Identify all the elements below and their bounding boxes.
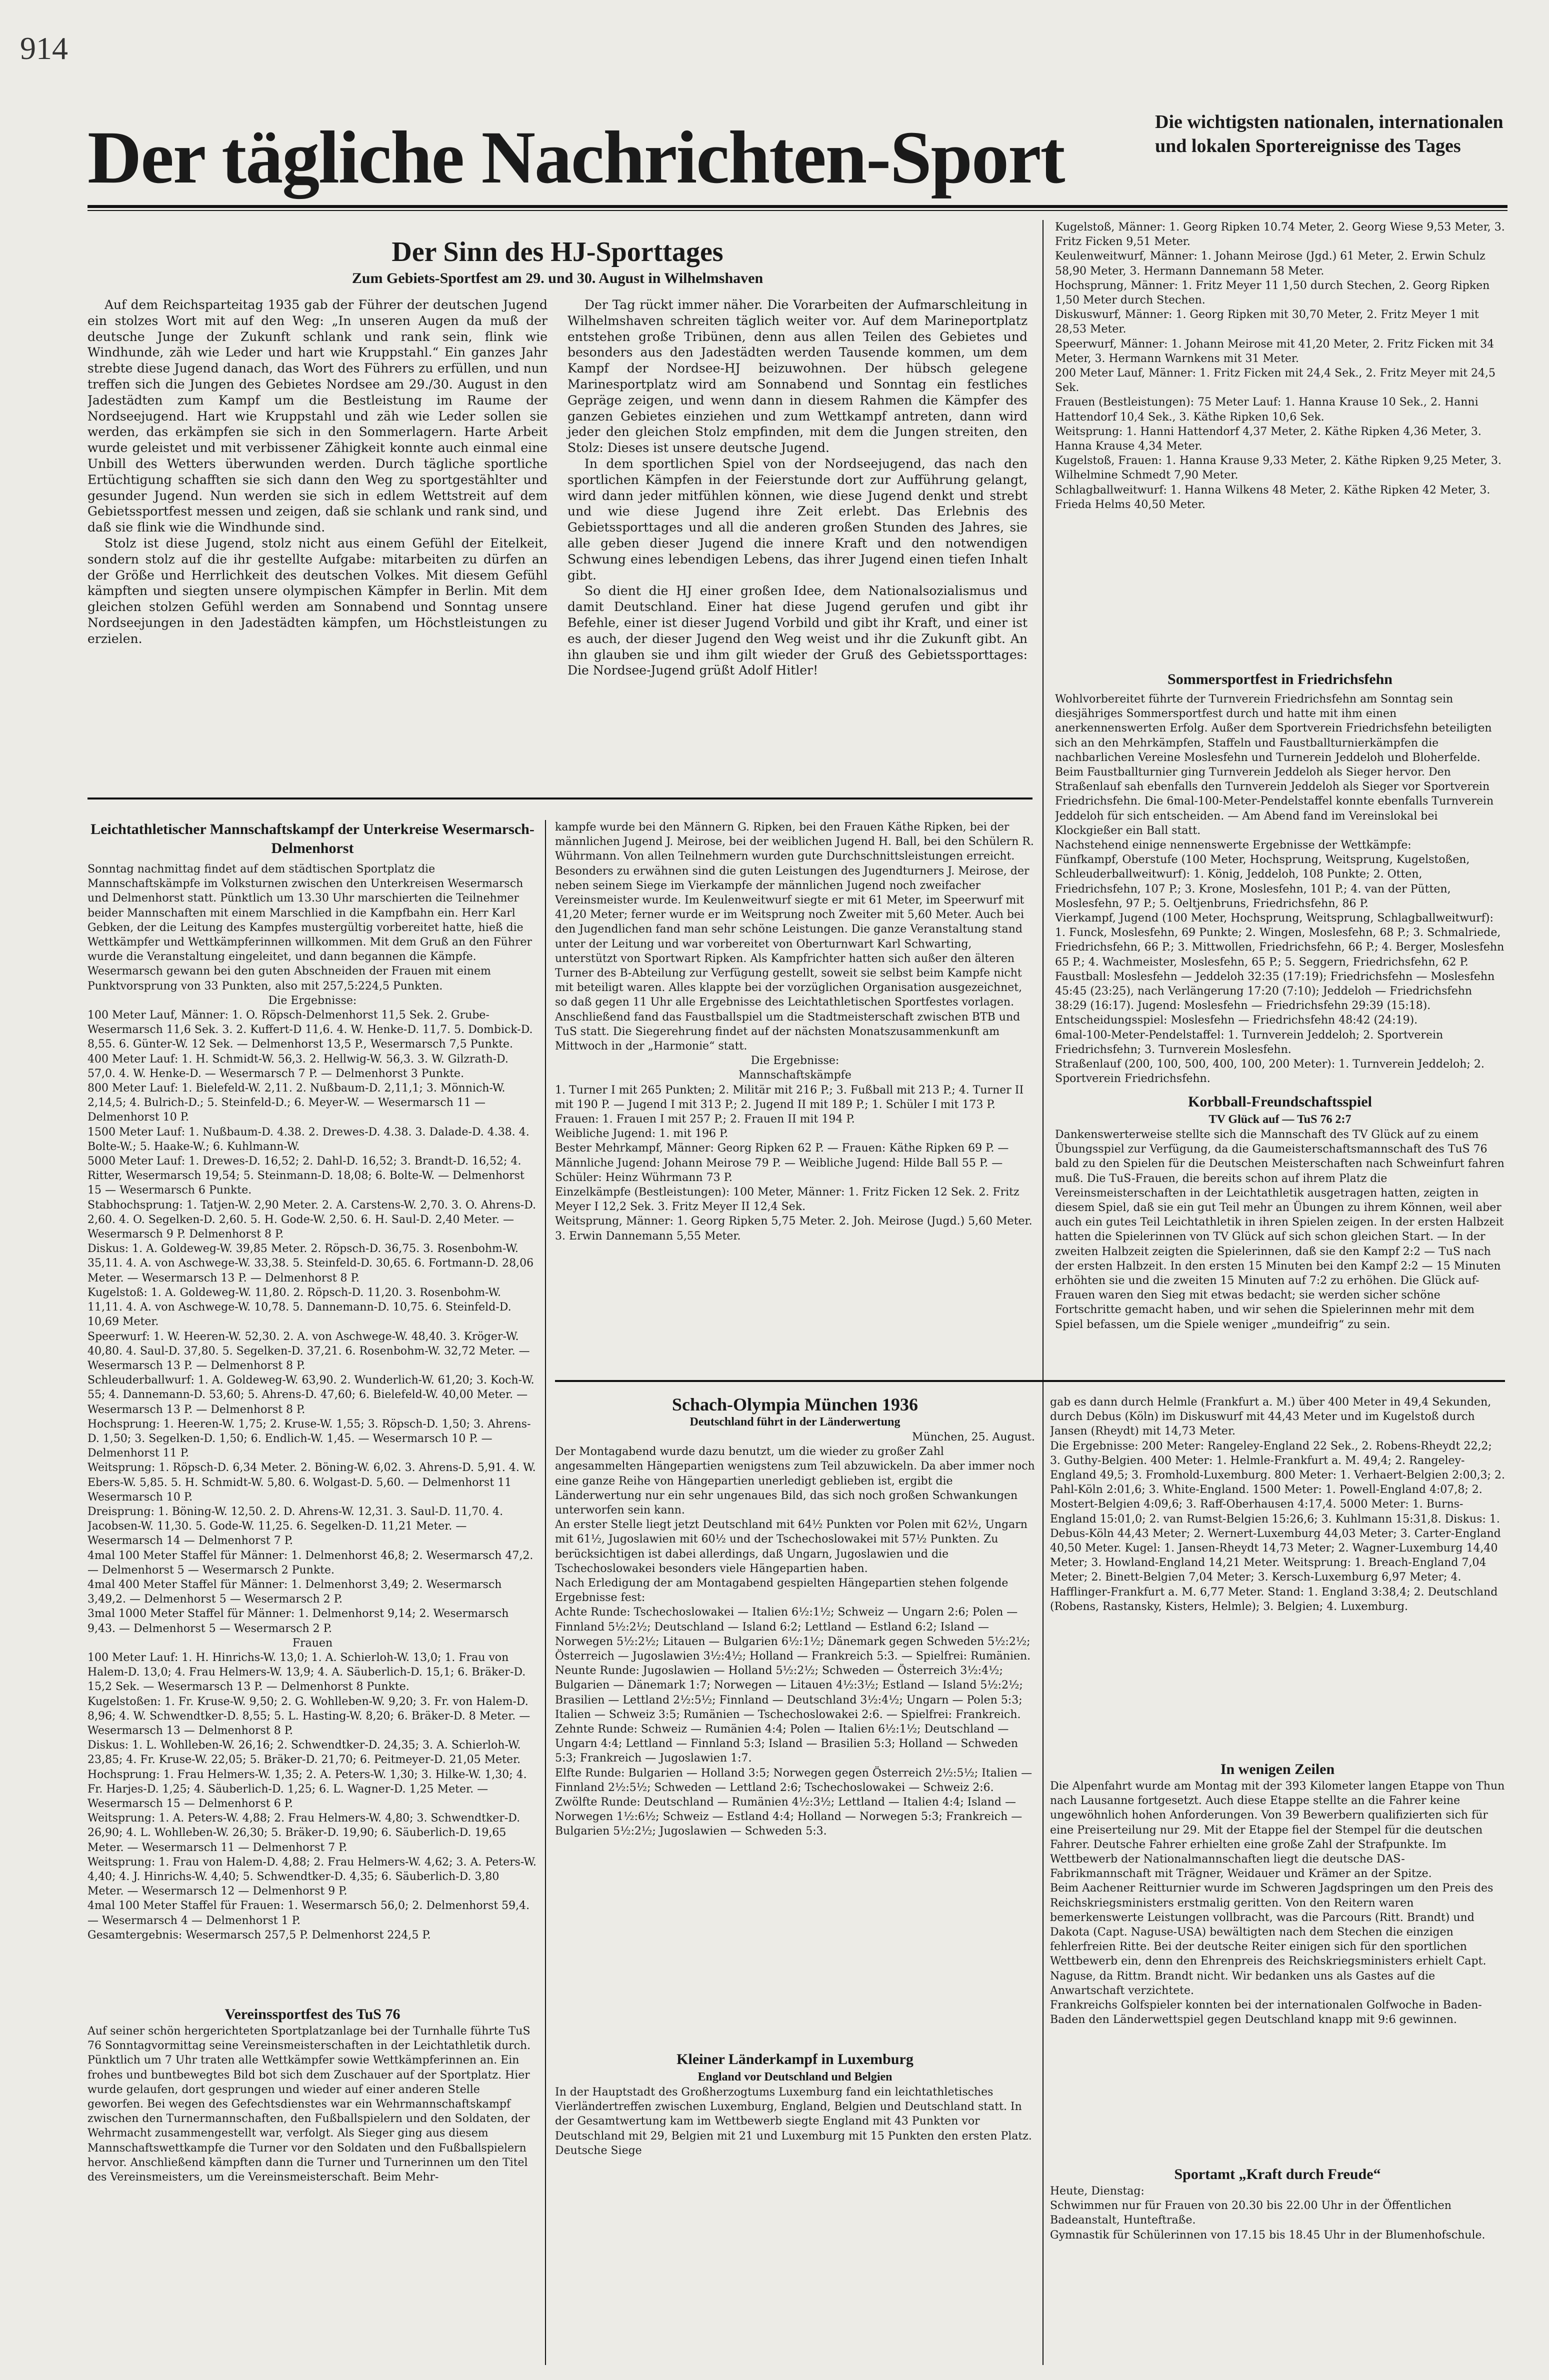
- section-divider: [555, 1380, 1505, 1382]
- column-divider: [1042, 220, 1044, 2365]
- paragraph: Kugelstoß: 1. A. Goldeweg-W. 11,80. 2. Röpsch-D. 11,20. 3. Rosenbohm-W. 11,11. 4. A. von Aschwege-W. 10,78. 5. Dannemann-D. 10,75. 6. Steinfeld-D. 10,69 Meter.: [88, 1286, 512, 1328]
- paragraph: Elfte Runde: Bulgarien — Holland 3:5; Norwegen gegen Österreich 2½:5½; Italien — Finnland 2½:5½; Schweden — Lettland 2:6; Tschechoslowakei — Schweiz 2:6.: [555, 1766, 1032, 1794]
- article-hj-sporttag: [88, 235, 1028, 785]
- paragraph: Kugelstoßen: 1. Fr. Kruse-W. 9,50; 2. G. Wohlleben-W. 9,20; 3. Fr. von Halem-D. 8,96; 4. W. Schwendtker-D. 8,55; 5. L. Hasting-W. 8,20; 6. Bräker-D. 8 Meter. — Wesermarsch 13 — Delmenhorst 8 P.: [88, 1695, 530, 1737]
- masthead-tagline: Die wichtigsten nationalen, internationalen und lokalen Sportereignisse des Tages: [1155, 112, 1504, 156]
- paragraph: Die Ergebnisse: 200 Meter: Rangeley-England 22 Sek., 2. Robens-Rheydt 22,2; 3. Guthy-Belgien. 400 Meter: 1. Helmle-Frankfurt a. M. 49,4; 2. Rangeley-England 49,5; 3. Fromhold-Luxemburg. 800 Meter: 1. Verhaert-Belgien 2:00,3; 2. Pahl-Köln 2:01,6; 3. White-England. 1500 Meter: 1. Powell-England 4:07,8; 2. Mostert-Belgien 4:09,6; 3. Raff-Oberhausen 4:17,4. 5000 Meter: 1. Burns-England 15:01,0; 2. van Rumst-Belgien 15:26,6; 3. Kuhlmann 15:31,8. Diskus: 1. Debus-Köln 44,43 Meter; 2. Wernert-Luxemburg 44,03 Meter; 3. Carter-England 40,50 Meter. Kugel: 1. Jansen-Rheydt 14,73 Meter; 2. Wagner-Luxemburg 14,40 Meter; 3. Howland-England 14,21 Meter. Weitsprung: 1. Breach-England 7,04 Meter; 2. Binett-Belgien 7,04 Meter; 3. Kersch-Luxemburg 6,97 Meter; 4. Hafflinger-Frankfurt a. M. 6,77 Meter. Stand: 1. England 3:38,4; 2. Deutschland (Robens, Rastansky, Kisters, Helmle); 3. Belgien; 4. Luxemburg.: [1050, 1440, 1505, 1613]
- result-line: Diskuswurf, Männer: 1. Georg Ripken mit 30,70 Meter, 2. Fritz Meyer 1 mit 28,53 Meter.: [1055, 308, 1479, 336]
- paragraph: 400 Meter Lauf: 1. H. Schmidt-W. 56,3. 2. Hellwig-W. 56,3. 3. W. Gilzrath-D. 57,0. 4. W. Henke-D. — Wesermarsch 7 P. — Delmenhorst 3 Punkte.: [88, 1052, 508, 1080]
- paragraph: Heute, Dienstag:: [1050, 2185, 1144, 2198]
- article-title: Sommersportfest in Friedrichsfehn: [1168, 671, 1392, 688]
- article-title: Vereinssportfest des TuS 76: [224, 2006, 400, 2022]
- paragraph: Fünfkampf, Oberstufe (100 Meter, Hochsprung, Weitsprung, Kugelstoßen, Schleuderballweitwurf): 1. König, Jeddeloh, 108 Punkte; 2. Otten, Friedrichsfehn, 107 P.; 3. Krone, Moslesfehn, 101 P.; 4. van der Pütten, Moslesfehn, 97 P.; 5. Oeltjenbruns, Friedrichsfehn, 86 P.: [1055, 854, 1470, 910]
- paragraph: Der Tag rückt immer näher. Die Vorarbeiten der Aufmarschleitung in Wilhelmshaven schreiten täglich weiter vor. Auf dem Marineportplatz entstehen große Tribünen, denn aus allen Teilen des Gebietes und besonders aus den Jadestädten werden Tausende kommen, um dem Kampf der Nordsee-HJ beizuwohnen. Der hübsch gelegene Marinesportplatz wird am Sonnabend und Sonntag ein festliches Gepräge zeigen, und wenn dann in diesem Rahmen die Kämpfer des ganzen Gebietes einziehen und zum Wettkampf antreten, dann wird jeder den gleichen Stolz empfinden, mit dem die Jungen streiten, den Stolz: Dieses ist unsere deutsche Jugend.: [568, 298, 1028, 456]
- paragraph: Hochsprung: 1. Heeren-W. 1,75; 2. Kruse-W. 1,55; 3. Röpsch-D. 1,50; 3. Ahrens-D. 1,50; 3. Segelken-D. 1,50; 6. Endlich-W. 1,45. — Wesermarsch 10 P. — Delmenhorst 11 P.: [88, 1418, 531, 1460]
- article-subtitle: England vor Deutschland und Belgien: [698, 2070, 892, 2084]
- paragraph: Der Montagabend wurde dazu benutzt, um die wieder zu großer Zahl angesammelten Hängepartien wenigstens zum Teil abzuwickeln. Da aber immer noch eine ganze Reihe von Hängepartien unerledigt geblieben ist, ergibt die Länderwertung nur ein sehr ungenaues Bild, das sich noch großen Schwankungen unterworfen sein kann.: [555, 1446, 1035, 1517]
- paragraph: Stabhochsprung: 1. Tatjen-W. 2,90 Meter. 2. A. Carstens-W. 2,70. 3. O. Ahrens-D. 2,60. 4. O. Segelken-D. 2,60. 5. H. Gode-W. 2,50. 6. H. Saul-D. 2,40 Meter. — Wesermarsch 9 P. Delmenhorst 8 P.: [88, 1198, 536, 1241]
- masthead-rule-thin: [88, 210, 1508, 211]
- paragraph: Achte Runde: Tschechoslowakei — Italien 6½:1½; Schweiz — Ungarn 2:6; Polen — Finnland 5½:2½; Deutschland — Island 6:2; Lettland — Estland 6:2; Island — Norwegen 5½:2½; Litauen — Bulgarien 6½:1½; Dänemark gegen Schweden 5½:2½; Österreich — Jugoslawien 3½:4½; Holland — Frankreich 5:3. — Spielfrei: Rumänien.: [555, 1606, 1031, 1663]
- article-title: Korbball-Freundschaftsspiel: [1188, 1094, 1372, 1110]
- article-title: Schach-Olympia München 1936: [672, 1395, 918, 1414]
- article-column: [88, 297, 548, 678]
- paragraph: Weitsprung: 1. A. Peters-W. 4,88; 2. Frau Helmers-W. 4,80; 3. Schwendtker-D. 26,90; 4. L. Wohlleben-W. 26,30; 5. Bräker-D. 19,90; 6. Säuberlich-D. 19,65 Meter. — Wesermarsch 11 — Delmenhorst 7 P.: [88, 1812, 520, 1854]
- paragraph: Dreisprung: 1. Böning-W. 12,50. 2. D. Ahrens-W. 12,31. 3. Saul-D. 11,70. 4. Jacobsen-W. 11,30. 5. Gode-W. 11,25. 6. Segelken-D. 11,21 Meter. — Wesermarsch 14 — Delmenhorst 7 P.: [88, 1505, 504, 1548]
- paragraph: 4mal 100 Meter Staffel für Männer: 1. Delmenhorst 46,8; 2. Wesermarsch 47,2. — Delmenhorst 5 — Wesermarsch 2 Punkte.: [88, 1549, 534, 1576]
- paragraph: Nach Erledigung der am Montagabend gespielten Hängepartien stehen folgende Ergebnisse fest:: [555, 1577, 1008, 1604]
- result-line: Schlagballweitwurf: 1. Hanna Wilkens 48 Meter, 2. Käthe Ripken 42 Meter, 3. Frieda Helms 40,50 Meter.: [1055, 484, 1490, 511]
- paragraph: Mannschaftskämpfe: [738, 1069, 852, 1082]
- paragraph: Vierkampf, Jugend (100 Meter, Hochsprung, Weitsprung, Schlagballweitwurf): 1. Funck, Moslesfehn, 69 Punkte; 2. Wingen, Moslesfehn, 68 P.; 3. Schmalriede, Friedrichsfehn, 66 P.; 3. Mittwollen, Friedrichsfehn, 66 P.; 4. Berger, Moslesfehn 65 P.; 4. Wachmeister, Moslesfehn, 65 P.; 5. Seggern, Friedrichsfehn, 62 P.: [1055, 912, 1504, 968]
- paragraph: Auf dem Reichsparteitag 1935 gab der Führer der deutschen Jugend ein stolzes Wort mit auf den Weg: „In unseren Augen da muß der deutsche Junge der Zukunft schlank und rank sein, flink wie Windhunde, zäh wie Leder und hart wie Kruppstahl.“ Ein ganzes Jahr strebte diese Jugend danach, das Wort des Führers zu erfüllen, und nun treffen sich die Jungen des Gebietes Nordsee am 29./30. August in den Jadestädten zum Kampf um die Bestleistung im Raume der Nordseejugend. Hart wie Kruppstahl und zäh wie Leder sollen sie werden, das erkämpfen sie sich in den Sommerlagern. Harte Arbeit wurde geleistet und mit verbissener Zähigkeit konnte auch einmal eine Unbill des Wetters überwunden werden. Durch tägliche sportliche Ertüchtigung schafften sie sich dann den Weg zu sportgestählter und gesunder Jugend. Nun werden sie sich in edlem Wettstreit auf dem Gebietssportfest messen und zeigen, daß sie schlank und rank sind, und daß sie flink wie die Windhunde sind.: [88, 298, 548, 535]
- masthead-rule: [88, 205, 1508, 208]
- paragraph: Die Ergebnisse:: [268, 994, 357, 1007]
- result-line: Kugelstoß, Männer: 1. Georg Ripken 10.74 Meter, 2. Georg Wiese 9,53 Meter, 3. Fritz Ficken 9,51 Meter.: [1055, 221, 1505, 248]
- result-line: Keulenweitwurf, Männer: 1. Johann Meirose (Jgd.) 61 Meter, 2. Erwin Schulz 58,90 Meter, 3. Hermann Dannemann 58 Meter.: [1055, 250, 1486, 278]
- paragraph: Stolz ist diese Jugend, stolz nicht aus einem Gefühl der Eitelkeit, sondern stolz auf die ihr gestellte Aufgabe: mitarbeiten zu dürfen an der Größe und Herrlichkeit des deutschen Volkes. Mit diesem Gefühl kämpften und siegten unsere olympischen Kämpfer in Berlin. Mit dem gleichen stolzen Gefühl werden am Sonnabend und Sonntag unsere Nordseejungen in den Jadestädten kämpfen, um Höchstleistungen zu erzielen.: [88, 536, 548, 646]
- paragraph: Weitsprung: 1. Röpsch-D. 6,34 Meter. 2. Böning-W. 6,02. 3. Ahrens-D. 5,91. 4. W. Ebers-W. 5,85. 5. H. Schmidt-W. 5,80. 6. Wolgast-D. 5,60. — Delmenhorst 11 Wesermarsch 10 P.: [88, 1462, 536, 1504]
- paragraph: Faustball: Moslesfehn — Jeddeloh 32:35 (17:19); Friedrichsfehn — Moslesfehn 45:45 (23:25), nach Verlängerung 17:20 (7:10); Jeddeloh — Friedrichsfehn 38:29 (16:17). Jugend: Moslesfehn — Friedrichsfehn 29:39 (15:18). Entscheidungsspiel: Moslesfehn — Friedrichsfehn 48:42 (24:19).: [1055, 970, 1495, 1027]
- article-title: Leichtathletischer Mannschaftskampf der Unterkreise Wesermarsch-Delmenhorst: [90, 821, 534, 856]
- article-title: In wenigen Zeilen: [1220, 1761, 1335, 1778]
- paragraph: Zwölfte Runde: Deutschland — Rumänien 4½:3½; Lettland — Italien 4:4; Island — Norwegen 1½:6½; Schweiz — Estland 4:4; Holland — Norwegen 5:3; Frankreich — Bulgarien 5½:2½; Jugoslawien — Schweden 5:3.: [555, 1796, 1022, 1838]
- column-divider: [545, 820, 546, 2365]
- paragraph: Weibliche Jugend: 1. mit 196 P.: [555, 1128, 728, 1140]
- result-line: Frauen (Bestleistungen): 75 Meter Lauf: 1. Hanna Krause 10 Sek., 2. Hanni Hattendorf 10,4 Sek., 3. Käthe Ripken 10,6 Sek.: [1055, 396, 1478, 424]
- paragraph: Straßenlauf (200, 100, 500, 400, 100, 200 Meter): 1. Turnverein Jeddeloh; 2. Sportverein Friedrichsfehn.: [1055, 1058, 1484, 1085]
- article-title: Der Sinn des HJ-Sporttages: [392, 236, 724, 268]
- paragraph: Auf seiner schön hergerichteten Sportplatzanlage bei der Turnhalle führte TuS 76 Sonntagvormittag seine Vereinsmeisterschaften in der Leichtathletik durch. Pünktlich um 7 Uhr traten alle Wettkämpfer sowie Wettkämpferinnen an. Ein frohes und buntbewegtes Bild bot sich dem Zuschauer auf der Sportplatz. Hier wurde gelaufen, dort gesprungen und wieder auf einer anderen Stelle geworfen. Bei wegen des Gefechtsdienstes war ein Wehrmannschaftskampf zwischen den Turnermannschaften, den Fußballspielern und den Soldaten, der Wehrmacht zusammengestellt war, verfolgt. Als Sieger ging aus diesem Mannschaftswettkampfe die Turner vor den Soldaten und den Fußballspielern hervor. Anschließend kämpften dann die Turner und Turnerinnen um den Titel des Vereinsmeisters, um die Vereinsmeisterschaft. Beim Mehr-: [88, 2025, 531, 2184]
- result-line: Hochsprung, Männer: 1. Fritz Meyer 11 1,50 durch Stechen, 2. Georg Ripken 1,50 Meter durch Stechen.: [1055, 279, 1490, 307]
- paragraph: 800 Meter Lauf: 1. Bielefeld-W. 2,11. 2. Nußbaum-D. 2,11,1; 3. Mönnich-W. 2,14,5; 4. Bulrich-D.; 5. Steinfeld-D.; 6. Meyer-W. — Wesermarsch 11 — Delmenhorst 10 P.: [88, 1082, 506, 1124]
- article-luxembourg-continued: [1050, 1395, 1505, 1755]
- article-korbball: [1055, 1092, 1505, 1362]
- paragraph: Diskus: 1. L. Wohlleben-W. 26,16; 2. Schwendtker-D. 24,35; 3. A. Schierloh-W. 23,85; 4. Fr. Kruse-W. 22,05; 5. Bräker-D. 21,70; 6. Peitmeyer-D. 21,05 Meter.: [88, 1739, 521, 1766]
- article-tus76: [88, 2005, 538, 2365]
- paragraph: Bester Mehrkampf, Männer: Georg Ripken 62 P. — Frauen: Käthe Ripken 69 P. — Männliche Jugend: Johann Meirose 79 P. — Weibliche Jugend: Hilde Ball 55 P. — Schüler: Heinz Wührmann 73 P.: [555, 1142, 1009, 1184]
- article-title: Sportamt „Kraft durch Freude“: [1174, 2166, 1381, 2182]
- article-subtitle: Zum Gebiets-Sportfest am 29. und 30. August in Wilhelmshaven: [352, 270, 764, 286]
- article-kdf-sportamt: [1050, 2165, 1505, 2365]
- page-number: 914: [20, 30, 68, 66]
- article-wesermarsch-continued: [555, 820, 1035, 1370]
- paragraph: Wesermarsch gewann bei den guten Abschneiden der Frauen mit einem Punktvorsprung von 33 Punkten, also mit 257,5:224,5 Punkten.: [88, 965, 491, 992]
- paragraph: Einzelkämpfe (Bestleistungen): 100 Meter, Männer: 1. Fritz Ficken 12 Sek. 2. Fritz Meyer I 12,2 Sek. 3. Fritz Meyer II 12,4 Sek.: [555, 1186, 1020, 1214]
- result-line: 200 Meter Lauf, Männer: 1. Fritz Ficken mit 24,4 Sek., 2. Fritz Meyer mit 24,5 Sek.: [1055, 367, 1496, 394]
- result-line: Kugelstoß, Frauen: 1. Hanna Krause 9,33 Meter, 2. Käthe Ripken 9,25 Meter, 3. Wilhelmine Schmedt 7,90 Meter.: [1055, 454, 1502, 482]
- paragraph: Schwimmen nur für Frauen von 20.30 bis 22.00 Uhr in der Öffentlichen Badeanstalt, Hunteftraße.: [1050, 2200, 1452, 2227]
- paragraph: Dankenswerterweise stellte sich die Mannschaft des TV Glück auf zu einem Übungsspiel zur Verfügung, da die Gaumeisterschaftsmannschaft des TuS 76 bald zu den Spielen für die Deutschen Meisterschaften nach Schweinfurt fahren muß. Die TuS-Frauen, die bereits schon auf ihrem Platz die Vereinsmeisterschaften in der Leichtathletik ausgetragen hatten, zeigten in diesem Spiel, daß sie ein gut Teil mehr an Übungen zu ihrem Können, weil aber auch ein gutes Teil Leichtathletik in ihren Spielen zeigen. In der ersten Halbzeit hatten die Spielerinnen von TV Glück auf sich schon gleichen Start. — In der zweiten Halbzeit zeigten die Spielerinnen, daß sie den Kampf 2:2 — TuS nach der ersten Halbzeit. In den ersten 15 Minuten bei den Kampf 2:2 — 15 Minuten erhöhten sie und die zweiten 15 Minuten auf 7:2 zu erhöhen. Die Glück auf-Frauen waren den Sieg mit etwas bedacht; sie werden sicher schöne Fortschritte gemacht haben, und wir sehen die Spielerinnen mehr mit dem Spiel befassen, um die Spiele weniger „mundeifrig“ zu sein.: [1055, 1128, 1504, 1331]
- section-divider: [88, 798, 1032, 800]
- paragraph: 100 Meter Lauf, Männer: 1. O. Röpsch-Delmenhorst 11,5 Sek. 2. Grube-Wesermarsch 11,6 Sek. 3. 2. Kuffert-D 11,6. 4. W. Henke-D. 11,7. 5. Dombick-D. 8,55. 6. Günter-W. 12 Sek. — Delmenhorst 13,5 P., Wesermarsch 7,5 Punkte.: [88, 1009, 533, 1051]
- paragraph: Frauen: [292, 1636, 333, 1650]
- article-subtitle: TV Glück auf — TuS 76 2:7: [1208, 1113, 1352, 1126]
- paragraph: 4mal 100 Meter Staffel für Frauen: 1. Wesermarsch 56,0; 2. Delmenhorst 59,4. — Wesermarsch 4 — Delmenhorst 1 P.: [88, 1900, 530, 1927]
- article-column: [568, 297, 1028, 678]
- paragraph: In der Hauptstadt des Großherzogtums Luxemburg fand ein leichtathletisches Vierländertreffen zwischen Luxemburg, England, Belgien und Deutschland statt. In der Gesamtwertung kam im Wettbewerb siegte England mit 43 Punkten vor Deutschland mit 29, Belgien mit 21 und Luxemburg mit 15 Punkten den ersten Platz. Deutsche Siege: [555, 2086, 1032, 2157]
- paragraph: In dem sportlichen Spiel von der Nordseejugend, das nach den sportlichen Kämpfen in der Feierstunde dort zur Aufführung gelangt, wird dann jeder mitfühlen können, wie diese Jugend denkt und strebt und wie diese Jugend ihre Zeit erlebt. Das Erlebnis des Gebietssporttages und all die anderen großen Stunden des Jahres, sie alle geben dieser Jugend die innere Kraft und den notwendigen Schwung eines lebendigen Lebens, das ihrer Jugend einen tiefen Inhalt gibt.: [568, 456, 1028, 582]
- paragraph: Sonntag nachmittag findet auf dem städtischen Sportplatz die Mannschaftskämpfe im Volksturnen zwischen den Unterkreisen Wesermarsch und Delmenhorst statt. Pünktlich um 13.30 Uhr marschierten die Teilnehmer beider Mannschaften mit einem Marschlied in die Kampfbahn ein. Herr Karl Gebken, der die Leitung des Kampfes mustergültig vorbereitet hatte, hieß die Wettkämpfer und Wettkämpferinnen willkommen. Mit dem Gruß an den Führer wurde die Veranstaltung eingeleitet, und dann begannen die Kämpfe.: [88, 863, 532, 964]
- paragraph: Frankreichs Golfspieler konnten bei der internationalen Golfwoche in Baden-Baden den Länderwettspiel gegen Deutschland knapp mit 9:6 gewinnen.: [1050, 1999, 1482, 2026]
- paragraph: Frauen: 1. Frauen I mit 257 P.; 2. Frauen II mit 194 P.: [555, 1113, 855, 1126]
- paragraph: gab es dann durch Helmle (Frankfurt a. M.) über 400 Meter in 49,4 Sekunden, durch Debus (Köln) im Diskuswurf mit 44,43 Meter und im Kugelstoß durch Jansen (Rheydt) mit 14,73 Meter.: [1050, 1396, 1492, 1438]
- paragraph: 5000 Meter Lauf: 1. Drewes-D. 16,52; 2. Dahl-D. 16,52; 3. Brandt-D. 16,52; 4. Ritter, Wesermarsch 19,54; 5. Steinmann-D. 18,08; 6. Bolte-W. — Delmenhorst 15 — Wesermarsch 6 Punkte.: [88, 1155, 524, 1197]
- article-luxembourg: [555, 2050, 1035, 2365]
- masthead-title: Der tägliche Nachrichten-Sport: [88, 116, 1064, 199]
- paragraph: Die Ergebnisse:: [750, 1054, 840, 1068]
- paragraph: Schleuderballwurf: 1. A. Goldeweg-W. 63,90. 2. Wunderlich-W. 61,20; 3. Koch-W. 55; 4. Dannemann-D. 53,60; 5. Ahrens-D. 47,60; 6. Bielefeld-W. 40,00 Meter. — Wesermarsch 13 P. — Delmenhorst 8 P.: [88, 1374, 534, 1416]
- article-briefs: [1050, 1760, 1505, 2160]
- paragraph: 100 Meter Lauf: 1. H. Hinrichs-W. 13,0; 1. A. Schierloh-W. 13,0; 1. Frau von Halem-D. 13,0; 4. Frau Helmers-W. 13,9; 4. A. Säuberlich-D. 15,1; 6. Bräker-D. 15,2 Sek. — Wesermarsch 13 P. — Delmenhorst 8 Punkte.: [88, 1651, 526, 1694]
- article-wesermarsch: [88, 820, 538, 2000]
- paragraph: Hochsprung: 1. Frau Helmers-W. 1,35; 2. A. Peters-W. 1,30; 3. Hilke-W. 1,30; 4. Fr. Harjes-D. 1,25; 4. Säuberlich-D. 1,25; 6. L. Wagner-D. 1,25 Meter. — Wesermarsch 15 — Delmenhorst 6 P.: [88, 1768, 527, 1810]
- paragraph: So dient die HJ einer großen Idee, dem Nationalsozialismus und damit Deutschland. Einer hat diese Jugend gerufen und gibt ihr Befehle, einer ist dieser Jugend Vorbild und gibt ihr Kraft, und einer ist es auch, der dieser Jugend den Weg weist und ihr die Zukunft gibt. An ihn glauben sie und ihm gilt wieder der Gruß des Gebietssporttages: Die Nordsee-Jugend grüßt Adolf Hitler!: [568, 584, 1028, 678]
- paragraph: 1. Turner I mit 265 Punkten; 2. Militär mit 216 P.; 3. Fußball mit 213 P.; 4. Turner II mit 190 P. — Jugend I mit 313 P.; 2. Jugend II mit 189 P.; 1. Schüler I mit 173 P.: [555, 1084, 1024, 1111]
- article-chess-olympiad: [555, 1395, 1035, 2045]
- paragraph: 3mal 1000 Meter Staffel für Männer: 1. Delmenhorst 9,14; 2. Wesermarsch 9,43. — Delmenhorst 5 — Wesermarsch 2 P.: [88, 1608, 509, 1635]
- paragraph: Weitsprung, Männer: 1. Georg Ripken 5,75 Meter. 2. Joh. Meirose (Jugd.) 5,60 Meter. 3. Erwin Dannemann 5,55 Meter.: [555, 1215, 1032, 1242]
- paragraph: Diskus: 1. A. Goldeweg-W. 39,85 Meter. 2. Röpsch-D. 36,75. 3. Rosenbohm-W. 35,11. 4. A. von Aschwege-W. 33,38. 5. Steinfeld-D. 30,65. 6. Fortmann-D. 28,06 Meter. — Wesermarsch 13 P. — Delmenhorst 8 P.: [88, 1242, 534, 1284]
- paragraph: Gesamtergebnis: Wesermarsch 257,5 P. Delmenhorst 224,5 P.: [88, 1928, 431, 1942]
- paragraph: Die Alpenfahrt wurde am Montag mit der 393 Kilometer langen Etappe von Thun nach Lausanne fortgesetzt. Auch diese Etappe stellte an die Fahrer keine ungewöhnlich hohen Anforderungen. Von 39 Bewerbern qualifizierten sich für eine Preiserteilung nur 29. Mit der Etappe fiel der Stempel für die deutschen Fahrer. Deutsche Fahrer erhielten eine große Zahl der Strafpunkte. Im Wettbewerb der Nationalmannschaften liegt die deutsche DAS-Fabrikmannschaft mit Trägner, Weidauer und Krämer an der Spitze.: [1050, 1780, 1505, 1880]
- results-list-top: [1055, 220, 1505, 660]
- paragraph: Zehnte Runde: Schweiz — Rumänien 4:4; Polen — Italien 6½:1½; Deutschland — Ungarn 4:4; Lettland — Finnland 5:3; Island — Brasilien 5:3; Holland — Schweden 5:3; Frankreich — Jugoslawien 1:7.: [555, 1723, 1018, 1765]
- paragraph: Neunte Runde: Jugoslawien — Holland 5½:2½; Schweden — Österreich 3½:4½; Bulgarien — Dänemark 1:7; Norwegen — Litauen 4½:3½; Estland — Island 5½:2½; Brasilien — Lettland 2½:5½; Finnland — Deutschland 3½:4½; Ungarn — Polen 5:3; Italien — Schweiz 3:5; Rumänien — Tschechoslowakei 2:6. — Spielfrei: Frankreich.: [555, 1664, 1023, 1721]
- paragraph: Speerwurf: 1. W. Heeren-W. 52,30. 2. A. von Aschwege-W. 48,40. 3. Kröger-W. 40,80. 4. Saul-D. 37,80. 5. Segelken-D. 37,21. 6. Rosenbohm-W. 32,72 Meter. — Wesermarsch 13 P. — Delmenhorst 8 P.: [88, 1330, 530, 1372]
- paragraph: Gymnastik für Schülerinnen von 17.15 bis 18.45 Uhr in der Blumenhofschule.: [1050, 2228, 1486, 2242]
- paragraph: An erster Stelle liegt jetzt Deutschland mit 64½ Punkten vor Polen mit 62½, Ungarn mit 61½, Jugoslawien mit 60½ und der Tschechoslowakei mit 57½ Punkten. Zu berücksichtigen ist dabei allerdings, daß Ungarn, Jugoslawien und die Tschechoslowakei besonders viele Hängepartien haben.: [555, 1518, 1028, 1575]
- paragraph: Weitsprung: 1. Frau von Halem-D. 4,88; 2. Frau Helmers-W. 4,62; 3. A. Peters-W. 4,40; 4. J. Hinrichs-W. 4,40; 5. Schwendtker-D. 4,35; 6. Säuberlich-D. 3,80 Meter. — Wesermarsch 12 — Delmenhorst 9 P.: [88, 1856, 536, 1898]
- paragraph: Wohlvorbereitet führte der Turnverein Friedrichsfehn am Sonntag sein diesjähriges Sommersportfest durch und hatte mit ihm einen anerkennenswerten Erfolg. Außer dem Sportverein Friedrichsfehn beteiligten sich an den Mehrkämpfen, Staffeln und Faustballturnierkämpfen die nachbarlichen Vereine Moslesfehn und Turnerein Jeddeloh und Bloherfelde. Beim Faustballturnier ging Turnverein Jeddeloh als Sieger hervor. Den Straßenlauf sah ebenfalls den Turnverein Jeddeloh als Sieger vor Sportverein Friedrichsfehn. Die 6mal-100-Meter-Pendelstaffel konnte ebenfalls Turnverein Jeddeloh für sich entscheiden. — Am Abend fand im Vereinslokal bei Klockgießer ein Ball statt.: [1055, 693, 1494, 837]
- paragraph: Nachstehend einige nennenswerte Ergebnisse der Wettkämpfe:: [1055, 839, 1412, 852]
- paragraph: kampfe wurde bei den Männern G. Ripken, bei den Frauen Käthe Ripken, bei der männlichen Jugend J. Meirose, bei der weiblichen Jugend H. Ball, bei den Schülern R. Wührmann. Von allen Teilnehmern wurden gute Durchschnittsleistungen erreicht. Besonders zu erwähnen sind die guten Leistungen des Jugendturners J. Meirose, der neben seinem Siege im Vierkampfe der männlichen Jugend noch zweifacher Vereinsmeister wurde. Im Keulenweitwurf siegte er mit 61 Meter, im Speerwurf mit 41,20 Meter; ferner wurde er im Weitsprung noch Zweiter mit 5,60 Meter. Auch bei den Jugendlichen fand man sehr schöne Leistungen. Die ganze Veranstaltung stand unter der Leitung und war vorbereitet von Oberturnwart Karl Schwarting, unterstützt von Sportwart Ripken. Als Kampfrichter hatten sich außer den älteren Turner des B-Abteilung zur Verfügung gestellt, soweit sie selbst beim Kampfe nicht mit beteiligt waren. Alles klappte bei der vorzüglichen Organisation ausgezeichnet, so daß gegen 11 Uhr alle Ergebnisse des Leichtathletischen Sportfestes vorlagen. Anschließend fand das Faustballspiel um die Stadtmeisterschaft zwischen BTB und TuS statt. Die Siegerehrung findet auf der nächsten Monatszusammenkunft am Mittwoch in der „Harmonie“ statt.: [555, 821, 1034, 1053]
- article-friedrichsfehn: [1055, 670, 1505, 1085]
- dateline: München, 25. August.: [912, 1431, 1035, 1444]
- result-line: Speerwurf, Männer: 1. Johann Meirose mit 41,20 Meter, 2. Fritz Ficken mit 34 Meter, 3. Hermann Warnkens mit 31 Meter.: [1055, 338, 1494, 365]
- paragraph: Beim Aachener Reitturnier wurde im Schweren Jagdspringen um den Preis des Reichskriegsministers erstmalig geritten. Von den Reitern waren bemerkenswerte Leistungen vollbracht, was die Parcours (Ritt. Brandt) und Dakota (Capt. Naguse-USA) bewältigten nach dem Stechen die einzigen fehlerfreien Ritte. Bei der deutsche Reiter einigen sich für den sportlichen Wettbewerb ein, denn den Ehrenpreis des Reichskriegsministers erhielt Capt. Naguse, da Rittm. Brandt nicht. Wir bedanken uns als Gastes auf die Anwartschaft verzichtete.: [1050, 1882, 1494, 1997]
- paragraph: 4mal 400 Meter Staffel für Männer: 1. Delmenhorst 3,49; 2. Wesermarsch 3,49,2. — Delmenhorst 5 — Wesermarsch 2 P.: [88, 1578, 502, 1606]
- article-subtitle: Deutschland führt in der Länderwertung: [690, 1416, 900, 1428]
- paragraph: 1500 Meter Lauf: 1. Nußbaum-D. 4.38. 2. Drewes-D. 4.38. 3. Dalade-D. 4.38. 4. Bolte-W.; 5. Haake-W.; 6. Kuhlmann-W.: [88, 1126, 530, 1153]
- result-line: Weitsprung: 1. Hanni Hattendorf 4,37 Meter, 2. Käthe Ripken 4,36 Meter, 3. Hanna Krause 4,34 Meter.: [1055, 425, 1482, 453]
- paragraph: 6mal-100-Meter-Pendelstaffel: 1. Turnverein Jeddeloh; 2. Sportverein Friedrichsfehn; 3. Turnverein Moslesfehn.: [1055, 1028, 1444, 1056]
- article-title: Kleiner Länderkampf in Luxemburg: [676, 2051, 914, 2068]
